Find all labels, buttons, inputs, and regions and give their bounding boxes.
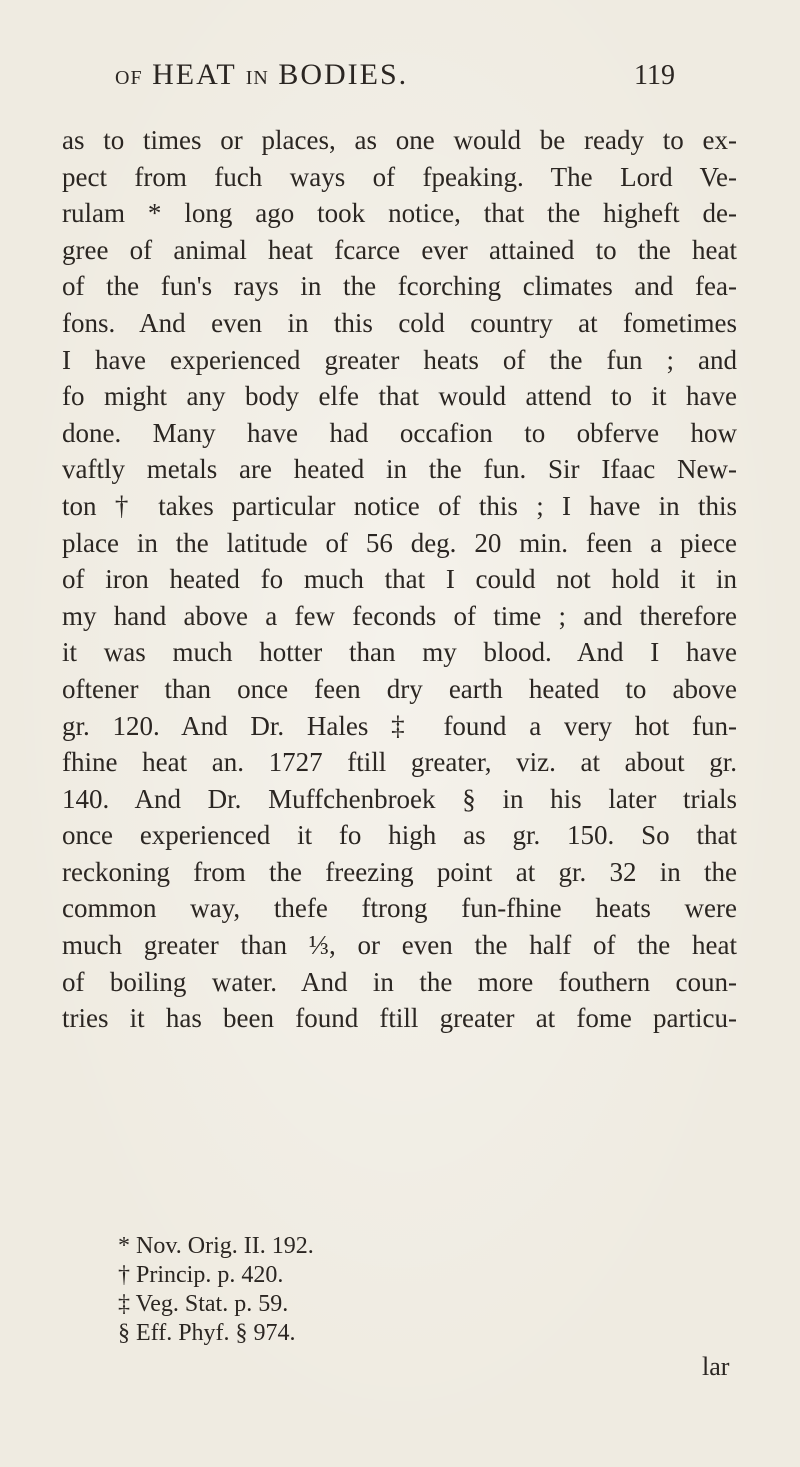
catchword: lar xyxy=(702,1352,730,1381)
text-line: of boiling water. And in the more fouthern coun- xyxy=(62,966,737,997)
body-text xyxy=(62,122,737,1037)
page-number: 119 xyxy=(634,60,675,91)
text-line: once experienced it fo high as gr. 150. So that xyxy=(62,820,737,851)
text-line: fons. And even in this cold country at fometimes xyxy=(62,307,737,338)
running-title-of: OF xyxy=(115,67,143,89)
text-line: vaftly metals are heated in the fun. Sir Ifaac New- xyxy=(62,454,737,485)
text-line: my hand above a few feconds of time ; and therefore xyxy=(62,600,737,631)
text-line: oftener than once feen dry earth heated to above xyxy=(62,673,737,704)
text-line: place in the latitude of 56 deg. 20 min. feen a piece xyxy=(62,527,737,558)
text-line: ton † takes particular notice of this ; I have in this xyxy=(62,490,737,521)
text-line: of the fun's rays in the fcorching climates and fea- xyxy=(62,271,737,302)
text-line: gree of animal heat fcarce ever attained to the heat xyxy=(62,234,737,265)
footnote: § Eff. Phyf. § 974. xyxy=(118,1320,296,1346)
running-title-bodies: BODIES. xyxy=(278,58,409,91)
text-line: gr. 120. And Dr. Hales ‡ found a very hot fun- xyxy=(62,710,737,741)
running-title-in: IN xyxy=(245,67,269,89)
running-title-heat: HEAT xyxy=(152,58,237,91)
running-head xyxy=(115,58,675,98)
text-line: 140. And Dr. Muffchenbroek § in his later trials xyxy=(62,783,737,814)
text-line: I have experienced greater heats of the fun ; and xyxy=(62,344,737,375)
footnote: * Nov. Orig. II. 192. xyxy=(118,1233,314,1259)
text-line: done. Many have had occafion to obferve how xyxy=(62,417,737,448)
footnote: ‡ Veg. Stat. p. 59. xyxy=(118,1291,289,1317)
text-line: pect from fuch ways of fpeaking. The Lord Ve- xyxy=(62,161,737,192)
text-line: it was much hotter than my blood. And I have xyxy=(62,637,737,668)
text-line: of iron heated fo much that I could not hold it in xyxy=(62,564,737,595)
footnotes xyxy=(118,1232,518,1348)
text-line: tries it has been found ftill greater at fome particu- xyxy=(62,1003,737,1034)
text-line: as to times or places, as one would be ready to ex- xyxy=(62,125,737,155)
text-line: common way, thefe ftrong fun-fhine heats were xyxy=(62,893,737,924)
text-line: fhine heat an. 1727 ftill greater, viz. at about gr. xyxy=(62,747,737,778)
text-line: reckoning from the freezing point at gr. 32 in the xyxy=(62,856,737,887)
text-line: rulam * long ago took notice, that the higheft de- xyxy=(62,198,737,229)
text-line: fo might any body elfe that would attend to it have xyxy=(62,381,737,412)
text-line: much greater than ⅓, or even the half of the heat xyxy=(62,930,737,961)
footnote: † Princip. p. 420. xyxy=(118,1262,284,1288)
running-title xyxy=(115,58,408,92)
